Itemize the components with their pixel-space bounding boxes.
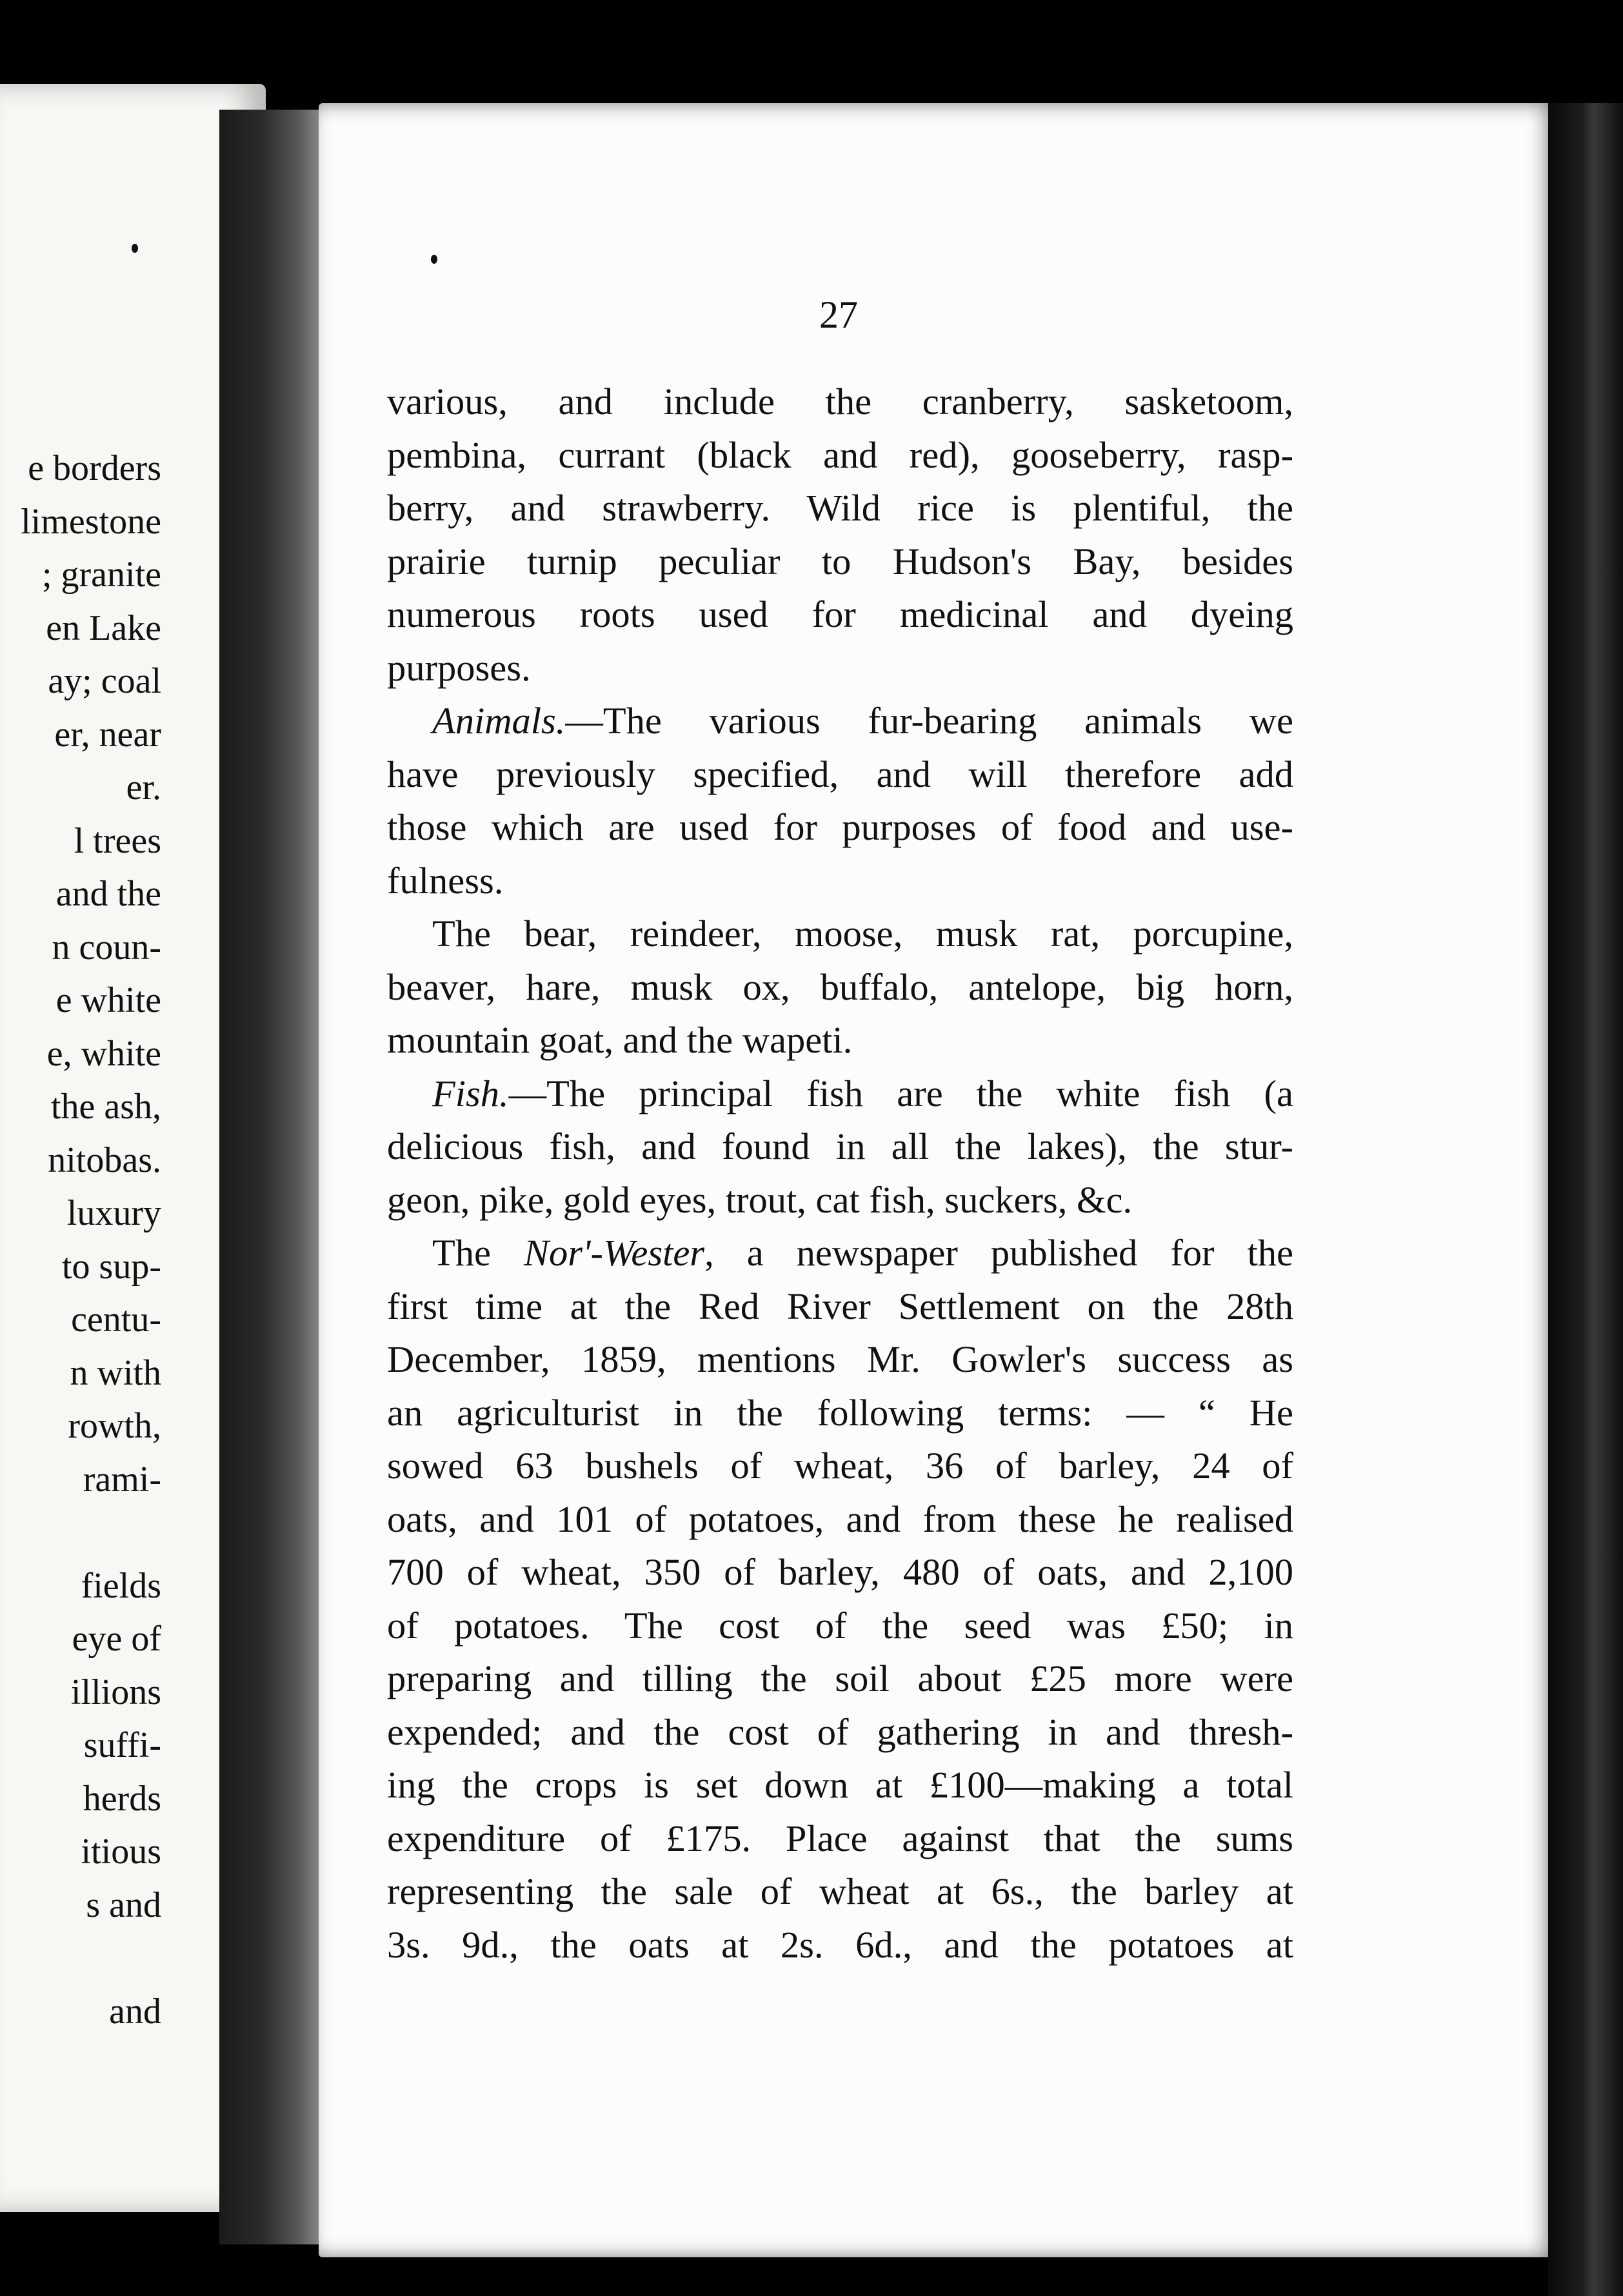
left-page-line: e white: [55, 980, 161, 1020]
speck-mark: [132, 244, 138, 253]
left-page-line: rami-: [83, 1459, 161, 1499]
left-page-line: er.: [126, 767, 161, 807]
left-page-line: luxury: [66, 1193, 161, 1233]
text-line: [387, 1067, 1293, 1121]
text-line: [387, 588, 1293, 642]
text-line: [387, 1546, 1293, 1599]
left-page-line: [0, 1506, 161, 1559]
line-text: 3s. 9d., the oats at 2s. 6d., and the potatoes at: [387, 1923, 1293, 1966]
text-line: [387, 1333, 1293, 1387]
line-text: expended; and the cost of gathering in and thresh-: [387, 1710, 1293, 1753]
left-page-line: ; granite: [41, 555, 161, 595]
line-text: numerous roots used for medicinal and dyeing: [387, 593, 1293, 635]
left-page-line: illions: [70, 1672, 161, 1712]
text-line: [387, 748, 1293, 802]
line-text: The bear, reindeer, moose, musk rat, porcupine,: [432, 913, 1293, 955]
left-page-line: centu-: [71, 1300, 161, 1340]
text-line: [387, 1706, 1293, 1759]
line-text: geon, pike, gold eyes, trout, cat fish, suckers, &c.: [387, 1178, 1133, 1221]
text-line: [387, 1759, 1293, 1812]
left-page-line: en Lake: [46, 608, 161, 648]
left-page-line: nitobas.: [48, 1140, 161, 1180]
left-page-line: l trees: [74, 820, 161, 861]
text-line: [387, 1812, 1293, 1866]
line-text: —The principal fish are the white fish (a: [508, 1072, 1293, 1114]
line-text: —The various fur-bearing animals we: [565, 700, 1293, 742]
text-line: [387, 429, 1293, 482]
text-line: [387, 375, 1293, 429]
left-page-line: er, near: [54, 714, 161, 755]
left-page-line: fields: [81, 1565, 161, 1606]
left-page-line: n coun-: [52, 927, 161, 967]
left-page-line: the ash,: [50, 1087, 161, 1127]
italic-heading: Nor'-Wester: [523, 1232, 705, 1274]
text-line: [387, 1919, 1293, 1972]
left-page-line: limestone: [21, 501, 161, 542]
left-page-line: and: [109, 1991, 161, 2032]
left-page-line: rowth,: [68, 1406, 161, 1446]
text-line: [387, 482, 1293, 535]
text-line: [387, 1387, 1293, 1440]
left-page-line: and the: [55, 874, 161, 914]
left-page-line: n with: [70, 1352, 161, 1393]
body-text: [387, 375, 1293, 1972]
line-text: first time at the Red River Settlement on the 28th: [387, 1285, 1293, 1327]
text-line: [387, 642, 1293, 695]
text-line: [387, 801, 1293, 855]
line-text: an agriculturist in the following terms: — “ He: [387, 1391, 1293, 1434]
left-page-line: ay; coal: [48, 661, 161, 701]
text-line: [387, 1493, 1293, 1547]
italic-heading: Fish.: [432, 1072, 509, 1114]
line-text: oats, and 101 of potatoes, and from these he realised: [387, 1498, 1293, 1540]
page-number: 27: [819, 293, 858, 336]
left-page-line: herds: [83, 1778, 161, 1819]
left-page-line: to sup-: [62, 1246, 161, 1287]
line-text: berry, and strawberry. Wild rice is plentiful, the: [387, 487, 1293, 529]
book-gutter: [219, 110, 329, 2244]
line-text: pembina, currant (black and red), gooseberry, rasp-: [387, 433, 1293, 476]
book-edge: [1548, 103, 1623, 2296]
left-page-line: e borders: [28, 448, 161, 488]
line-lead: The: [432, 1232, 524, 1274]
line-text: beaver, hare, musk ox, buffalo, antelope, big horn,: [387, 965, 1293, 1008]
text-line: [387, 1227, 1293, 1280]
text-line: [387, 855, 1293, 908]
text-line: [387, 1865, 1293, 1919]
left-page-line: [0, 1932, 161, 1984]
line-text: December, 1859, mentions Mr. Gowler's success as: [387, 1338, 1293, 1380]
line-text: prairie turnip peculiar to Hudson's Bay, besides: [387, 540, 1293, 582]
italic-heading: Animals.: [432, 700, 566, 742]
speck-mark: [431, 255, 437, 264]
line-text: delicious fish, and found in all the lakes), the stur-: [387, 1125, 1293, 1167]
text-line: [387, 535, 1293, 589]
line-text: have previously specified, and will therefore add: [387, 753, 1293, 795]
line-text: ing the crops is set down at £100—making a total: [387, 1764, 1293, 1806]
line-text: sowed 63 bushels of wheat, 36 of barley, 24 of: [387, 1445, 1293, 1487]
line-text: various, and include the cranberry, sasketoom,: [387, 381, 1293, 422]
text-line: [387, 1652, 1293, 1706]
text-line: [387, 695, 1293, 748]
left-page-line: suffi-: [83, 1725, 161, 1765]
left-page-line: e, white: [46, 1033, 161, 1074]
line-text: purposes.: [387, 646, 531, 689]
line-text: fulness.: [387, 859, 504, 902]
text-line: [387, 1280, 1293, 1334]
text-line: [387, 1599, 1293, 1653]
text-line: [387, 961, 1293, 1014]
text-line: [387, 1120, 1293, 1174]
line-text: representing the sale of wheat at 6s., the barley at: [387, 1870, 1293, 1912]
line-text: , a newspaper published for the: [704, 1232, 1294, 1274]
text-line: [387, 1174, 1293, 1227]
text-line: [387, 1014, 1293, 1067]
line-text: preparing and tilling the soil about £25 more were: [387, 1658, 1293, 1699]
line-text: of potatoes. The cost of the seed was £50; in: [387, 1604, 1293, 1647]
line-text: those which are used for purposes of food and use-: [387, 806, 1293, 848]
text-line: [387, 1440, 1293, 1493]
left-page-line: eye of: [72, 1619, 161, 1659]
line-text: mountain goat, and the wapeti.: [387, 1019, 853, 1061]
left-page-line: itious: [81, 1832, 161, 1872]
line-text: expenditure of £175. Place against that the sums: [387, 1817, 1293, 1859]
line-text: 700 of wheat, 350 of barley, 480 of oats, and 2,100: [387, 1551, 1293, 1593]
left-page-line: s and: [86, 1885, 161, 1925]
text-line: [387, 907, 1293, 961]
